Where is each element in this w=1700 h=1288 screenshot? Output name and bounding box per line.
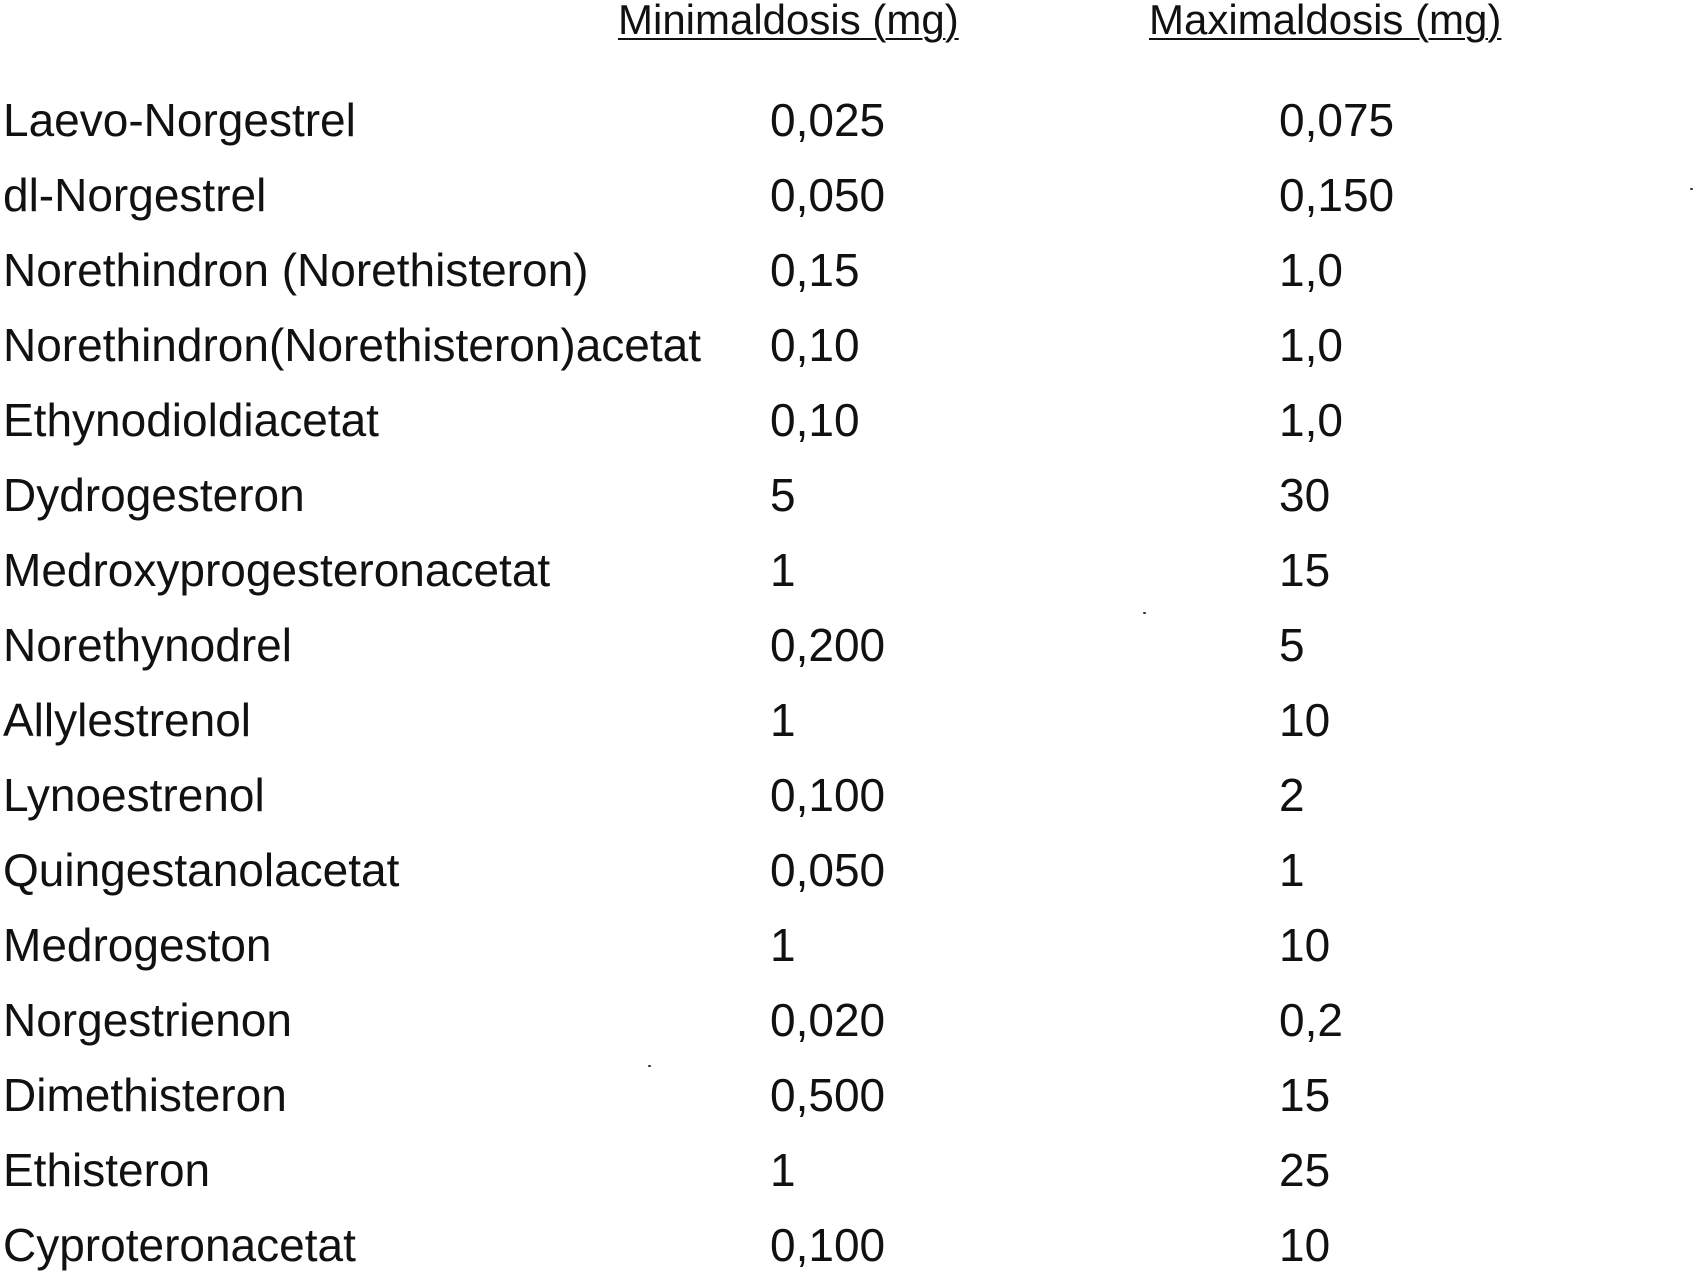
scan-speck xyxy=(1143,612,1146,614)
substance-cell: Ethynodioldiacetat xyxy=(3,394,379,446)
table-row xyxy=(0,988,1700,1063)
substance-cell: Laevo-Norgestrel xyxy=(3,94,356,146)
substance-cell: Norethindron(Norethisteron)acetat xyxy=(3,319,702,371)
max-dose-column-header: Maximaldosis (mg) xyxy=(1149,0,1502,43)
scan-speck xyxy=(648,1065,651,1067)
min-dose-cell: 1 xyxy=(770,544,796,596)
substance-cell: Cyproteronacetat xyxy=(3,1219,356,1271)
max-dose-cell: 10 xyxy=(1279,1219,1331,1271)
max-dose-cell: 30 xyxy=(1279,469,1331,521)
max-dose-cell: 1,0 xyxy=(1279,394,1343,446)
table-row xyxy=(0,538,1700,613)
max-dose-cell: 25 xyxy=(1279,1144,1331,1196)
substance-cell: Lynoestrenol xyxy=(3,769,265,821)
max-dose-cell: 0,075 xyxy=(1279,94,1395,146)
min-dose-cell: 0,10 xyxy=(770,394,860,446)
max-dose-cell: 10 xyxy=(1279,694,1331,746)
table-row xyxy=(0,838,1700,913)
min-dose-cell: 0,050 xyxy=(770,844,886,896)
min-dose-cell: 0,200 xyxy=(770,619,886,671)
max-dose-cell: 1,0 xyxy=(1279,244,1343,296)
table-row xyxy=(0,1213,1700,1288)
substance-cell: Norethynodrel xyxy=(3,619,292,671)
table-row xyxy=(0,763,1700,838)
min-dose-cell: 0,050 xyxy=(770,169,886,221)
min-dose-cell: 0,500 xyxy=(770,1069,886,1121)
table-row xyxy=(0,1138,1700,1213)
substance-cell: Norethindron (Norethisteron) xyxy=(3,244,589,296)
scan-speck xyxy=(1690,188,1693,190)
max-dose-cell: 2 xyxy=(1279,769,1305,821)
table-row xyxy=(0,88,1700,163)
min-dose-cell: 0,100 xyxy=(770,1219,886,1271)
substance-cell: Dydrogesteron xyxy=(3,469,305,521)
table-row xyxy=(0,1063,1700,1138)
min-dose-cell: 1 xyxy=(770,694,796,746)
substance-cell: Medrogeston xyxy=(3,919,272,971)
min-dose-cell: 5 xyxy=(770,469,796,521)
table-row xyxy=(0,388,1700,463)
substance-cell: Norgestrienon xyxy=(3,994,292,1046)
table-row xyxy=(0,313,1700,388)
min-dose-cell: 0,15 xyxy=(770,244,860,296)
min-dose-cell: 0,100 xyxy=(770,769,886,821)
min-dose-cell: 1 xyxy=(770,1144,796,1196)
table-row xyxy=(0,913,1700,988)
max-dose-cell: 15 xyxy=(1279,1069,1331,1121)
max-dose-cell: 5 xyxy=(1279,619,1305,671)
table-row xyxy=(0,688,1700,763)
substance-cell: Medroxyprogesteronacetat xyxy=(3,544,551,596)
max-dose-cell: 1,0 xyxy=(1279,319,1343,371)
substance-cell: Allylestrenol xyxy=(3,694,251,746)
min-dose-cell: 1 xyxy=(770,919,796,971)
max-dose-cell: 0,2 xyxy=(1279,994,1343,1046)
min-dose-cell: 0,10 xyxy=(770,319,860,371)
table-row xyxy=(0,463,1700,538)
substance-cell: Dimethisteron xyxy=(3,1069,287,1121)
max-dose-cell: 0,150 xyxy=(1279,169,1395,221)
substance-cell: Quingestanolacetat xyxy=(3,844,400,896)
max-dose-cell: 10 xyxy=(1279,919,1331,971)
min-dose-cell: 0,020 xyxy=(770,994,886,1046)
table-row xyxy=(0,238,1700,313)
table-row xyxy=(0,163,1700,238)
max-dose-cell: 1 xyxy=(1279,844,1305,896)
substance-cell: Ethisteron xyxy=(3,1144,211,1196)
table-row xyxy=(0,613,1700,688)
table-header-row xyxy=(0,0,1700,60)
min-dose-cell: 0,025 xyxy=(770,94,886,146)
min-dose-column-header: Minimaldosis (mg) xyxy=(618,0,959,43)
max-dose-cell: 15 xyxy=(1279,544,1331,596)
substance-cell: dl-Norgestrel xyxy=(3,169,267,221)
table-body xyxy=(0,88,1700,1288)
